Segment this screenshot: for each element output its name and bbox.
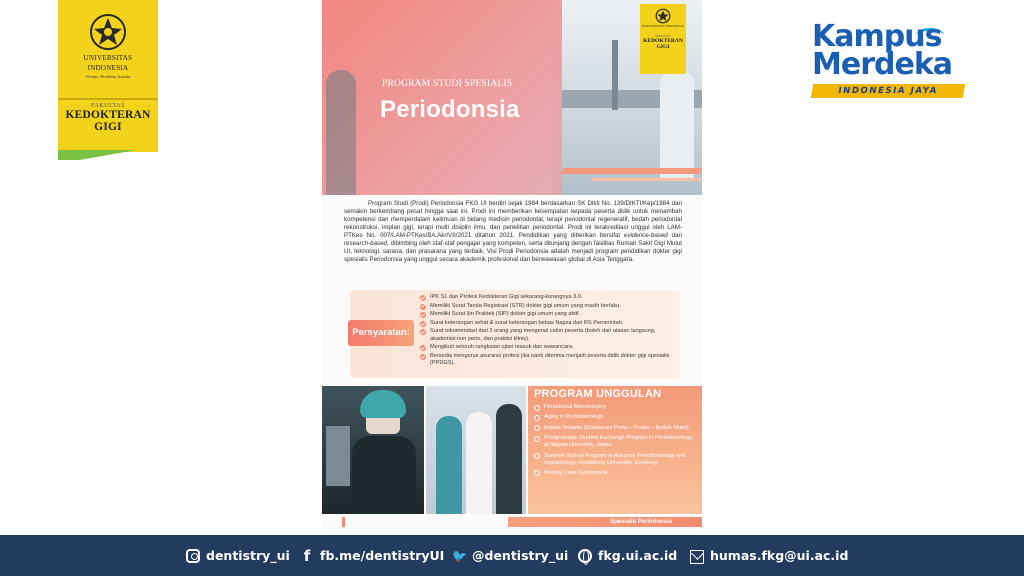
staff-figure xyxy=(436,416,462,514)
twitter-handle: @dentistry_ui xyxy=(472,548,569,563)
doctor-cap xyxy=(360,390,406,418)
ui-faculty-line2: GIGI xyxy=(94,121,122,133)
contact-twitter[interactable] xyxy=(452,535,568,576)
requirement-text: IPK S1 dan Profesi Kedokteran Gigi sekurang-kurangnya 3.0. xyxy=(430,294,583,300)
featured-list xyxy=(534,404,698,480)
program-label: PROGRAM STUDI SPESIALIS xyxy=(382,79,513,89)
list-item xyxy=(420,303,676,310)
check-circle-icon xyxy=(534,436,540,442)
description-part2: dan xyxy=(667,232,683,239)
list-item xyxy=(534,453,698,467)
list-item xyxy=(534,470,698,477)
list-item xyxy=(420,294,676,301)
requirements-box xyxy=(350,290,680,378)
mini-seal-icon xyxy=(654,8,672,24)
microscope-shape xyxy=(326,426,350,486)
staff-figure xyxy=(466,412,492,514)
description-emphasis-evidence: evidence-based xyxy=(624,232,668,239)
ui-university-line2: INDONESIA xyxy=(87,64,129,72)
staff-figure xyxy=(496,404,522,514)
lab-microscope-arm xyxy=(612,40,618,110)
requirement-text: Surat rekomendasi dari 2 orang yang mengenal calon peserta (boleh dari atasan langsung, akademisi-non perio, dan praktisi klinis). xyxy=(430,328,656,342)
check-circle-icon xyxy=(420,345,426,351)
ui-motto: Veritas, Probitas, Iustitia xyxy=(85,74,131,79)
program-description xyxy=(344,200,682,264)
instagram-icon xyxy=(186,549,200,563)
requirement-text: Bersedia mengurus asuransi profesi jika nanti diterima menjadi peserta didik dokter gigi spesialis (PPDGS). xyxy=(430,352,670,366)
mini-logo-university: UNIVERSITAS INDONESIA xyxy=(641,24,685,28)
ui-logo-top xyxy=(58,0,158,98)
list-item xyxy=(534,414,698,421)
twitter-icon: 🐦 xyxy=(452,548,467,563)
doctor-body xyxy=(352,436,416,514)
poster-footer: Spesialis Periodonsia xyxy=(508,517,702,527)
facebook-icon: f xyxy=(303,546,311,565)
requirements-label: Persyaratan: xyxy=(348,320,414,346)
featured-text: Summer School Program in Advance Periodontology and Implantology, Heidelberg University, Germany xyxy=(544,452,686,466)
instagram-handle: dentistry_ui xyxy=(206,548,290,563)
description-part1: Program Studi (Prodi) Periodonsia FKG UI berdiri sejak 1984 berdasarkan SK Dikti No. 139/DIKTI/Kep/1984 dan semakin berkembang pesat hingga saat ini. Prodi ini memberikan kesempatan kepada peserta didik untuk menambah kompetensi dan memperdalam keilmuan di bidang medisin periodontal, terapi periodontal regeneratif, bedah periodontal rekonstruksi, implan gigi, terapi multi disiplin ilmu, dan penelitian periodontal. Prodi ini terakreditasi unggul oleh LAM-PTKes No. 007/LAM-PTKes/BA.Akr/VII/2021 ditahun 2021. Pendidikan yang diberikan bersifat xyxy=(344,200,682,239)
list-item xyxy=(420,320,676,327)
check-circle-icon xyxy=(534,415,540,421)
requirement-text: Mengikuti seluruh rangkaian ujian masuk dan wawancara. xyxy=(430,344,574,351)
check-circle-icon xyxy=(534,470,540,476)
featured-text: Periodontal Microsurgery xyxy=(544,404,607,410)
contact-facebook[interactable] xyxy=(300,535,444,576)
hero-stripe xyxy=(560,168,702,174)
check-circle-icon xyxy=(534,425,540,431)
ui-university-line1: UNIVERSITAS xyxy=(83,54,133,62)
list-item xyxy=(420,328,676,342)
featured-text: Weekly Case Conference xyxy=(544,469,608,476)
hero-staff-figure xyxy=(326,70,356,195)
hero-stripe-thin xyxy=(591,178,702,181)
description-emphasis-research: research-based xyxy=(344,240,387,247)
check-circle-icon xyxy=(420,295,426,301)
featured-title: PROGRAM UNGGULAN xyxy=(534,388,662,400)
requirement-text: Memiliki Surat Ijin Praktek (SIP) dokter gigi umum yang aktif. xyxy=(430,311,581,318)
list-item xyxy=(420,353,676,367)
mini-logo-faculty-line2: GIGI xyxy=(656,44,670,50)
contact-website[interactable] xyxy=(578,535,677,576)
check-circle-icon xyxy=(420,354,426,360)
requirement-text: Surat keterangan sehat & surat keterangan bebas Napza dari RS Pemerintah. xyxy=(430,319,624,326)
list-item xyxy=(534,404,698,411)
ui-logo-green-stripe xyxy=(58,150,158,160)
program-title: Periodonsia xyxy=(380,96,520,123)
km-line2: Merdeka xyxy=(812,47,953,82)
list-item xyxy=(420,311,676,318)
program-poster xyxy=(322,0,702,535)
check-circle-icon xyxy=(420,329,426,335)
list-item xyxy=(420,344,676,351)
featured-text: Aging in Periodontology xyxy=(544,414,604,421)
mail-icon xyxy=(690,550,704,564)
featured-text: Postgraduate Student Exchange Program in Periodontology at Niigata University, Japan xyxy=(544,435,693,449)
check-circle-icon xyxy=(420,321,426,327)
featured-programs xyxy=(528,386,702,514)
contact-bar xyxy=(0,535,1024,576)
km-banner: INDONESIA JAYA xyxy=(811,84,965,98)
facebook-link: fb.me/dentistryUI xyxy=(320,548,445,563)
kampus-merdeka-logo xyxy=(808,18,968,108)
ui-fkg-logo xyxy=(58,0,158,162)
featured-text: Implan Terpadu (Kolaborasi Perio – Prosto – Bedah Mulut) xyxy=(544,424,689,431)
ui-faculty-line1: KEDOKTERAN xyxy=(65,109,151,121)
photo-microscope-surgery xyxy=(322,386,424,514)
requirement-text: Memiliki Surat Tanda Registrasi (STR) dokter gigi umum yang masih berlaku. xyxy=(430,302,621,309)
page-marker xyxy=(342,517,345,527)
check-circle-icon xyxy=(420,312,426,318)
lab-person xyxy=(660,70,694,180)
contact-instagram[interactable] xyxy=(186,535,290,576)
poster-mini-logo xyxy=(640,4,686,74)
requirements-list xyxy=(420,294,676,369)
poster-hero xyxy=(322,0,702,195)
km-line1: Kampus xyxy=(812,19,942,54)
mini-logo-faculty-label: FAKULTAS xyxy=(655,34,671,38)
email-address: humas.fkg@ui.ac.id xyxy=(710,548,849,563)
list-item xyxy=(534,425,698,432)
check-circle-icon xyxy=(534,453,540,459)
ui-faculty-label: FAKULTAS xyxy=(91,103,125,109)
check-circle-icon xyxy=(534,405,540,411)
mini-logo-faculty-line1: KEDOKTERAN xyxy=(643,38,683,44)
photo-clinic-staff xyxy=(426,386,526,514)
website-link: fkg.ui.ac.id xyxy=(598,548,678,563)
list-item xyxy=(534,435,698,449)
check-circle-icon xyxy=(420,304,426,310)
contact-email[interactable] xyxy=(690,535,848,576)
ui-seal-icon xyxy=(86,12,130,52)
globe-icon xyxy=(578,549,592,563)
description-part3: , dibimbing oleh staf-staf pengajar yang kompeten, serta ditunjang dengan fasilitas Rumah Sakit Gigi Mulut UI, teknologi, sarana, dan prasarana yang terbaik. Visi Prodi Periodonsia adalah menjadi program pendidikan dokter gigi spesialis Periodonsia yang unggul secara akademik profesional dan berwawasan global di Asia Tenggara. xyxy=(344,240,682,263)
ui-logo-faculty xyxy=(58,98,158,152)
